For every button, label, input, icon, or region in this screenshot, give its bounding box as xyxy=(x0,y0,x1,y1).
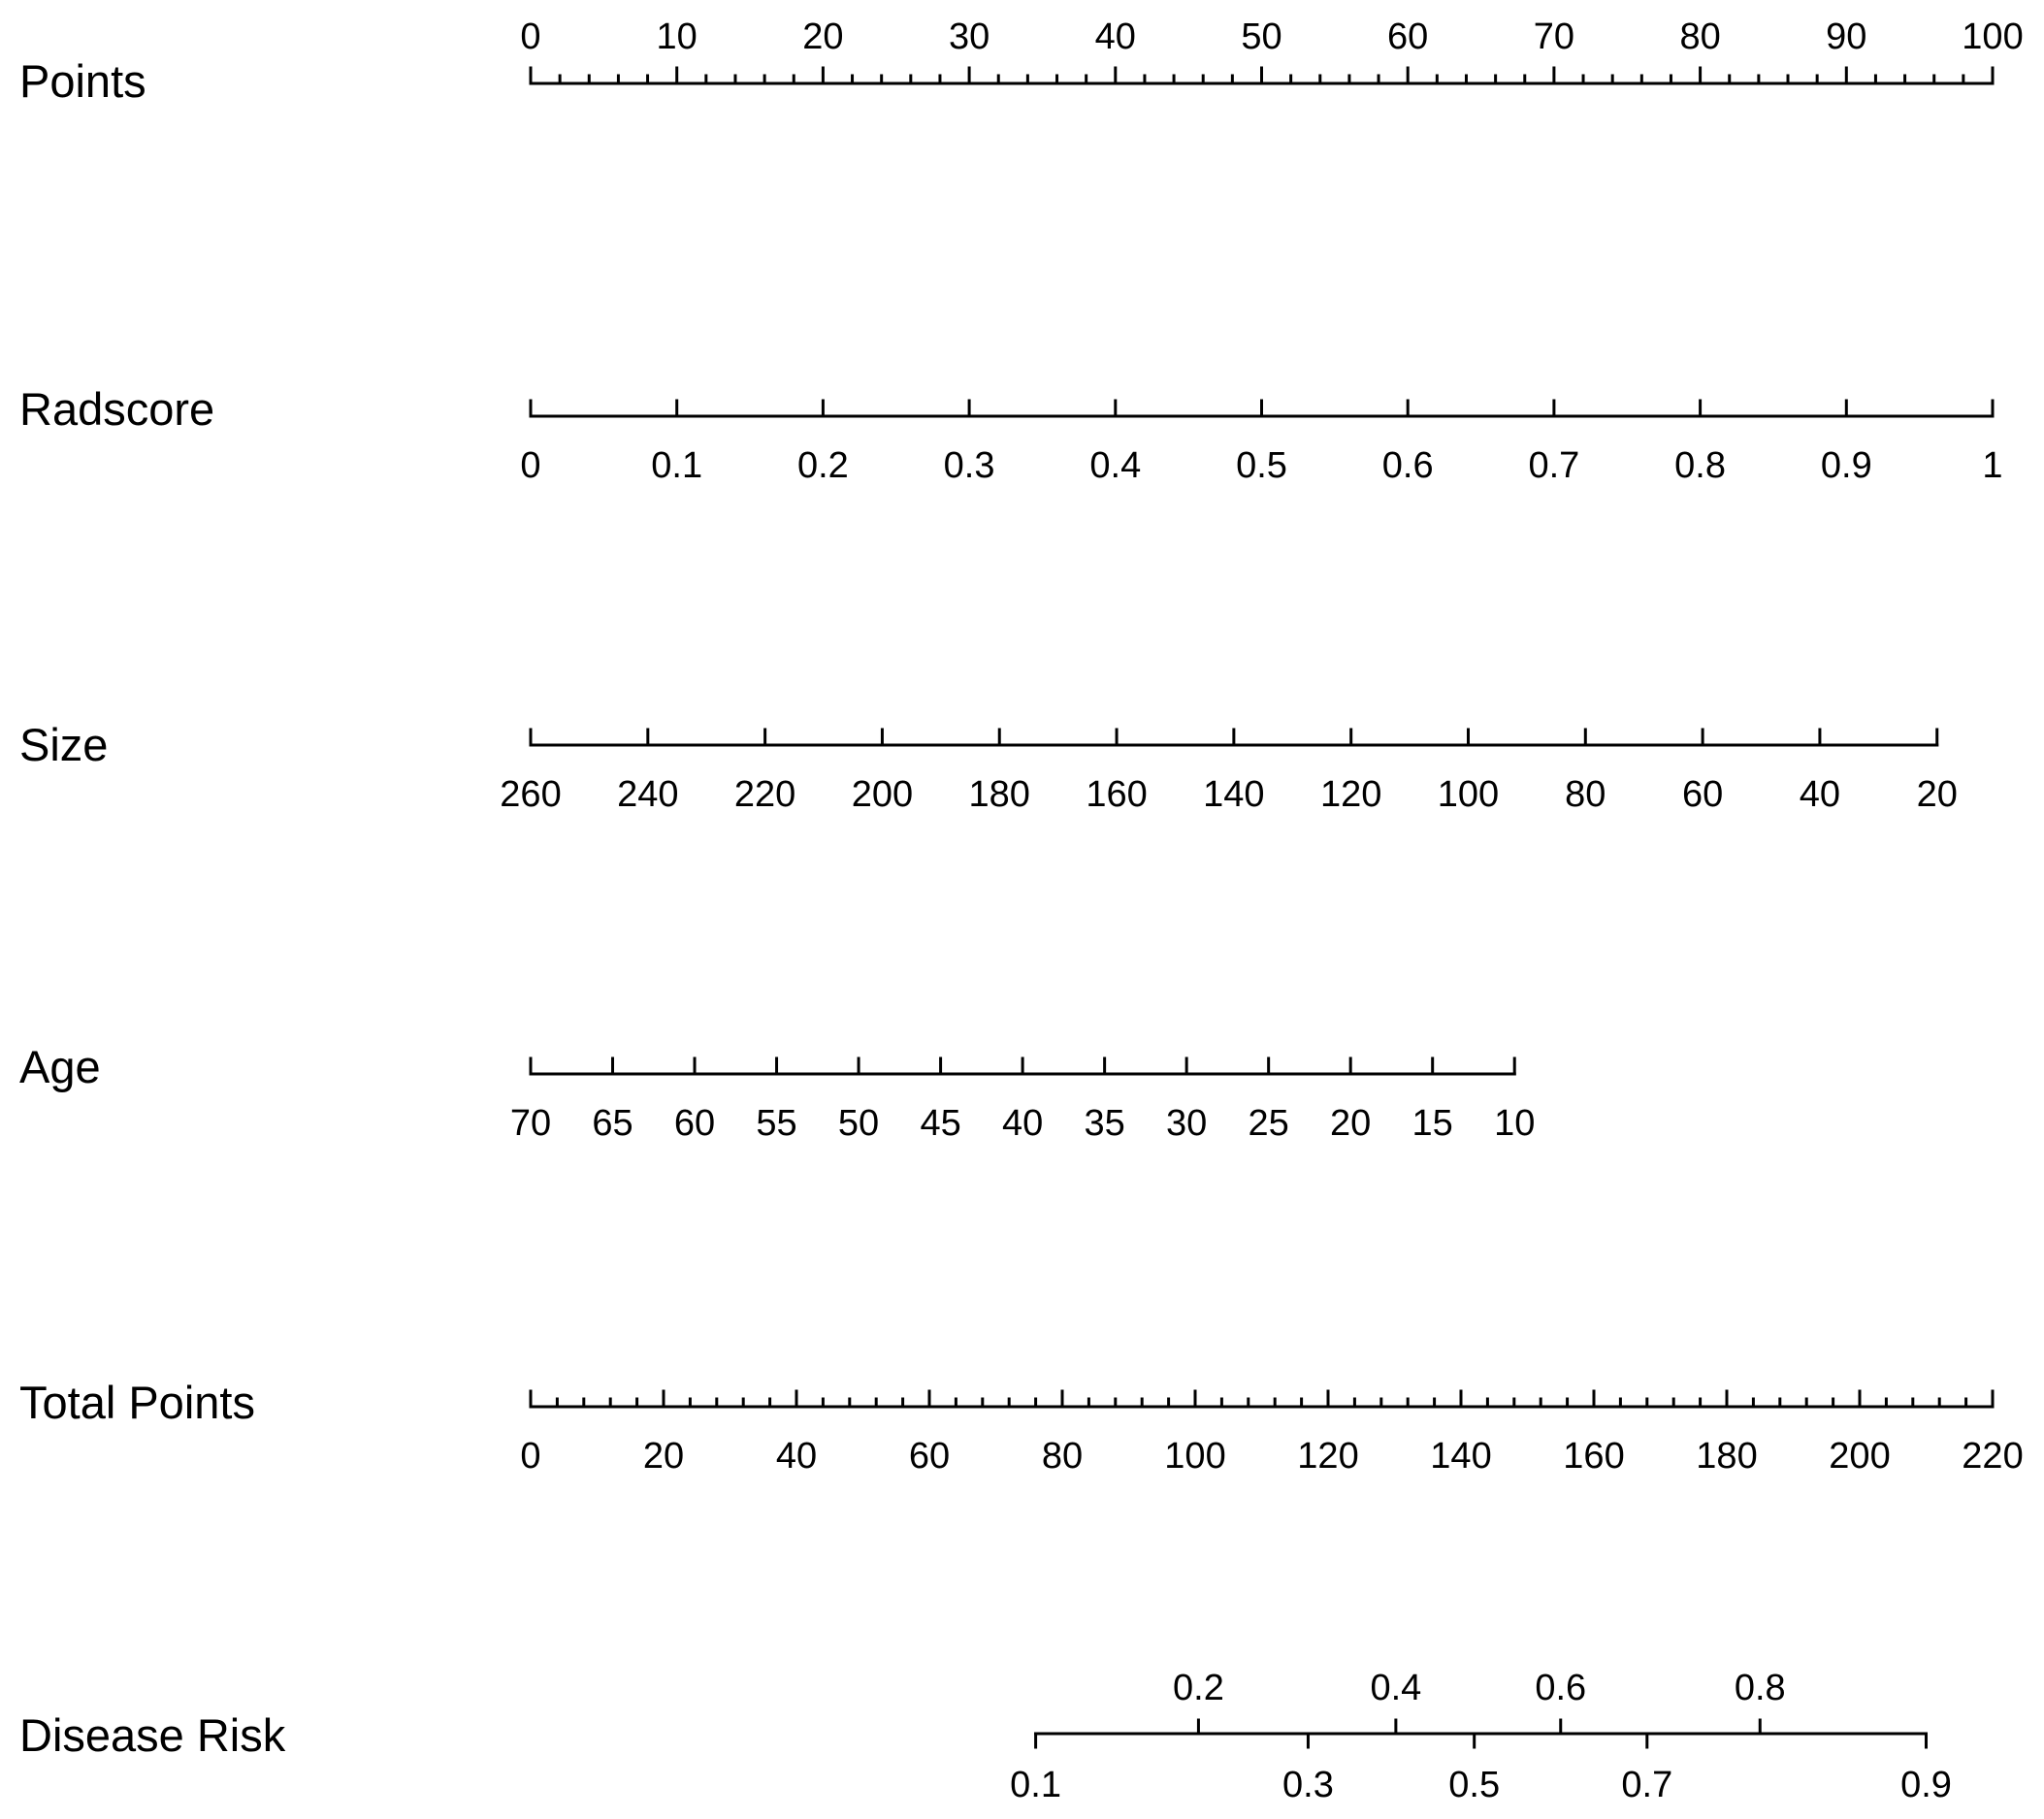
size-tick-label: 260 xyxy=(500,774,562,815)
size-tick-label: 120 xyxy=(1319,774,1382,815)
radscore-tick-label: 0.7 xyxy=(1528,445,1580,486)
age-tick-label: 15 xyxy=(1411,1103,1453,1144)
total-points-tick-label: 0 xyxy=(520,1436,541,1477)
points-tick-label: 40 xyxy=(1094,16,1136,57)
size-row xyxy=(19,719,1958,815)
disease-risk-tick-label: 0.4 xyxy=(1370,1668,1422,1708)
total-points-tick-label: 140 xyxy=(1430,1436,1492,1477)
radscore-tick-label: 1 xyxy=(1982,445,2003,486)
radscore-tick-label: 0.6 xyxy=(1381,445,1434,486)
radscore-tick-label: 0.2 xyxy=(796,445,849,486)
total-points-tick-label: 160 xyxy=(1563,1436,1625,1477)
size-tick-label: 60 xyxy=(1681,774,1724,815)
total-points-tick-label: 40 xyxy=(775,1436,818,1477)
disease-risk-tick-label: 0.7 xyxy=(1621,1765,1673,1805)
disease-risk-tick-label: 0.9 xyxy=(1900,1765,1952,1805)
size-tick-label: 100 xyxy=(1437,774,1500,815)
age-tick-label: 30 xyxy=(1166,1103,1208,1144)
age-tick-label: 55 xyxy=(756,1103,797,1144)
points-tick-label: 100 xyxy=(1962,16,2024,57)
size-tick-label: 40 xyxy=(1799,774,1841,815)
age-tick-label: 50 xyxy=(837,1103,880,1144)
total-points-label: Total Points xyxy=(19,1377,255,1428)
total-points-tick-label: 60 xyxy=(908,1436,951,1477)
age-row xyxy=(19,1041,1535,1144)
size-tick-label: 160 xyxy=(1086,774,1148,815)
disease-risk-tick-label: 0.5 xyxy=(1448,1765,1501,1805)
total-points-tick-label: 220 xyxy=(1962,1436,2024,1477)
total-points-tick-label: 80 xyxy=(1041,1436,1084,1477)
radscore-row xyxy=(19,383,2003,486)
size-tick-label: 20 xyxy=(1916,774,1958,815)
points-tick-label: 30 xyxy=(948,16,990,57)
age-tick-label: 10 xyxy=(1494,1103,1536,1144)
size-tick-label: 140 xyxy=(1203,774,1265,815)
size-tick-label: 200 xyxy=(851,774,914,815)
total-points-tick-label: 120 xyxy=(1297,1436,1359,1477)
disease-risk-label: Disease Risk xyxy=(19,1709,286,1761)
age-tick-label: 60 xyxy=(673,1103,716,1144)
radscore-tick-label: 0.3 xyxy=(943,445,995,486)
size-tick-label: 220 xyxy=(733,774,796,815)
radscore-tick-label: 0 xyxy=(520,445,541,486)
age-tick-label: 40 xyxy=(1001,1103,1044,1144)
points-row xyxy=(19,16,2024,107)
radscore-tick-label: 0.4 xyxy=(1089,445,1142,486)
age-label: Age xyxy=(19,1041,101,1092)
points-tick-label: 60 xyxy=(1387,16,1429,57)
age-tick-label: 35 xyxy=(1084,1103,1125,1144)
size-tick-label: 80 xyxy=(1565,774,1606,815)
radscore-tick-label: 0.1 xyxy=(651,445,703,486)
age-tick-label: 20 xyxy=(1330,1103,1372,1144)
total-points-row xyxy=(19,1377,2024,1477)
radscore-label: Radscore xyxy=(19,383,215,435)
size-label: Size xyxy=(19,719,109,770)
points-tick-label: 50 xyxy=(1241,16,1282,57)
total-points-tick-label: 180 xyxy=(1696,1436,1758,1477)
points-tick-label: 70 xyxy=(1533,16,1575,57)
radscore-tick-label: 0.8 xyxy=(1674,445,1727,486)
points-tick-label: 80 xyxy=(1679,16,1721,57)
points-tick-label: 90 xyxy=(1826,16,1867,57)
age-tick-label: 25 xyxy=(1248,1103,1289,1144)
points-tick-label: 20 xyxy=(802,16,844,57)
age-tick-label: 45 xyxy=(920,1103,961,1144)
size-tick-label: 240 xyxy=(617,774,679,815)
disease-risk-row xyxy=(19,1668,1952,1805)
disease-risk-tick-label: 0.8 xyxy=(1734,1668,1786,1708)
points-tick-label: 0 xyxy=(520,16,541,57)
total-points-tick-label: 20 xyxy=(642,1436,685,1477)
disease-risk-tick-label: 0.1 xyxy=(1010,1765,1062,1805)
disease-risk-tick-label: 0.2 xyxy=(1173,1668,1224,1708)
points-label: Points xyxy=(19,55,146,107)
radscore-tick-label: 0.9 xyxy=(1820,445,1872,486)
radscore-tick-label: 0.5 xyxy=(1236,445,1287,486)
size-tick-label: 180 xyxy=(968,774,1030,815)
age-tick-label: 70 xyxy=(509,1103,552,1144)
points-tick-label: 10 xyxy=(656,16,698,57)
total-points-tick-label: 200 xyxy=(1829,1436,1891,1477)
disease-risk-tick-label: 0.6 xyxy=(1535,1668,1587,1708)
total-points-tick-label: 100 xyxy=(1164,1436,1226,1477)
disease-risk-tick-label: 0.3 xyxy=(1282,1765,1334,1805)
age-tick-label: 65 xyxy=(592,1103,633,1144)
